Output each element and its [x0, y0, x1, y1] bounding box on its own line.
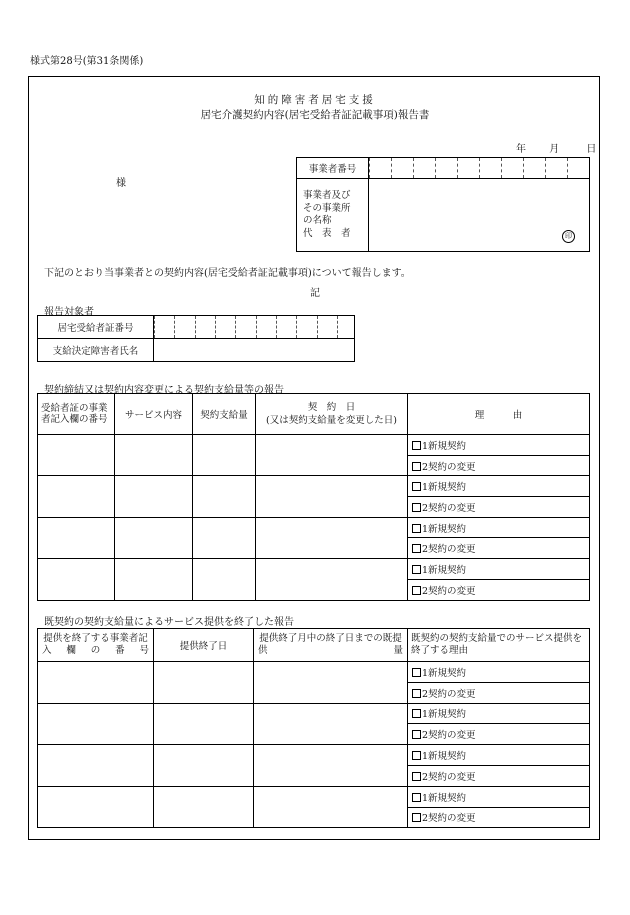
option-label: 2契約の変更	[422, 730, 476, 742]
contract-table	[37, 393, 590, 601]
checkbox[interactable]	[412, 503, 421, 512]
option-label: 1新規契約	[422, 751, 467, 763]
contract-service-cell[interactable]	[115, 476, 193, 517]
contract-amount-cell[interactable]	[193, 435, 256, 476]
reason-new-option[interactable]	[408, 435, 590, 456]
ended-provided-cell[interactable]	[254, 786, 408, 828]
title-line2: 居宅介護契約内容(居宅受給者証記載事項)報告書	[200, 109, 430, 121]
day-label: 日	[586, 144, 597, 155]
digit-cell[interactable]	[457, 158, 479, 178]
option-label: 2契約の変更	[422, 461, 476, 473]
checkbox[interactable]	[412, 441, 421, 450]
digit-cell[interactable]	[256, 316, 276, 338]
checkbox[interactable]	[412, 524, 421, 533]
reason-new-option[interactable]	[408, 559, 590, 580]
ended-provided-cell[interactable]	[254, 662, 408, 704]
digit-cell[interactable]	[479, 158, 501, 178]
reason-new-option[interactable]	[408, 786, 590, 807]
digit-cell[interactable]	[296, 316, 316, 338]
option-label: 2契約の変更	[422, 544, 476, 556]
ended-end-date-cell[interactable]	[154, 662, 254, 704]
contract-service-cell[interactable]	[115, 559, 193, 600]
provider-name-label-line: の名称	[303, 215, 332, 226]
recipient-name-label: 支給決定障害者氏名	[38, 339, 154, 362]
checkbox[interactable]	[412, 813, 421, 822]
ended-section-title: 既契約の契約支給量によるサービス提供を終了した報告	[44, 617, 294, 628]
option-label: 1新規契約	[422, 564, 467, 576]
contract-amount-cell[interactable]	[193, 476, 256, 517]
year-label: 年	[516, 144, 526, 155]
contract-amount-cell[interactable]	[193, 517, 256, 558]
checkbox[interactable]	[412, 689, 421, 698]
contract-date-cell[interactable]	[256, 476, 408, 517]
reason-new-option[interactable]	[408, 662, 590, 683]
contract-date-cell[interactable]	[256, 517, 408, 558]
ended-provided-cell[interactable]	[254, 703, 408, 745]
option-label: 1新規契約	[422, 523, 467, 535]
ended-provided-cell[interactable]	[254, 745, 408, 787]
option-label: 2契約の変更	[422, 813, 476, 825]
ended-header-end-date: 提供終了日	[154, 629, 254, 662]
digit-cell[interactable]	[523, 158, 545, 178]
checkbox[interactable]	[412, 544, 421, 553]
addressee-suffix: 様	[116, 178, 126, 189]
option-label: 1新規契約	[422, 709, 467, 721]
recipient-name-field[interactable]	[154, 339, 355, 362]
digit-cell[interactable]	[501, 158, 523, 178]
digit-cell[interactable]	[154, 316, 174, 338]
reason-change-option[interactable]	[408, 765, 590, 786]
reason-new-option[interactable]	[408, 745, 590, 766]
reason-change-option[interactable]	[408, 724, 590, 745]
provider-name-label-line: 事業者及び	[303, 190, 351, 201]
reason-change-option[interactable]	[408, 682, 590, 703]
contract-date-cell[interactable]	[256, 435, 408, 476]
recipient-section-title: 報告対象者	[44, 307, 94, 318]
checkbox[interactable]	[412, 730, 421, 739]
contract-header-date	[256, 394, 408, 435]
digit-cell[interactable]	[174, 316, 194, 338]
checkbox[interactable]	[412, 772, 421, 781]
checkbox[interactable]	[412, 793, 421, 802]
contract-header-amount: 契約支給量	[193, 394, 256, 435]
ended-table	[37, 628, 590, 828]
provider-number-label: 事業者番号	[297, 158, 369, 179]
reason-change-option[interactable]	[408, 455, 590, 476]
provider-name-label-line: 代 表 者	[303, 227, 351, 239]
contract-amount-cell[interactable]	[193, 559, 256, 600]
reason-change-option[interactable]	[408, 579, 590, 600]
ended-header-entry-no: 提供を終了する事業者記入欄の番号	[38, 629, 154, 662]
date-row	[516, 140, 596, 155]
contract-entry-no-cell[interactable]	[38, 517, 115, 558]
reason-change-option[interactable]	[408, 497, 590, 518]
month-label: 月	[549, 144, 560, 155]
digit-cell[interactable]	[435, 158, 457, 178]
checkbox[interactable]	[412, 751, 421, 760]
digit-cell[interactable]	[413, 158, 435, 178]
provider-name-label-line: その事業所	[303, 202, 351, 214]
recipient-table	[37, 315, 355, 362]
contract-header-date-line2: (又は契約支給量を変更した日)	[266, 415, 397, 426]
ended-end-date-cell[interactable]	[154, 786, 254, 828]
ended-end-date-cell[interactable]	[154, 703, 254, 745]
digit-cell[interactable]	[391, 158, 413, 178]
checkbox[interactable]	[412, 462, 421, 471]
option-label: 1新規契約	[422, 792, 467, 804]
digit-cell[interactable]	[567, 158, 589, 178]
contract-date-cell[interactable]	[256, 559, 408, 600]
seal-mark: 印	[562, 230, 575, 243]
ended-entry-no-cell[interactable]	[38, 745, 154, 787]
digit-cell[interactable]	[317, 316, 338, 338]
ended-header-reason: 既契約の契約支給量でのサービス提供を終了する理由	[408, 629, 590, 662]
contract-entry-no-cell[interactable]	[38, 476, 115, 517]
reason-change-option[interactable]	[408, 538, 590, 559]
digit-cell[interactable]	[195, 316, 215, 338]
reason-new-option[interactable]	[408, 703, 590, 724]
provider-name-field[interactable]	[369, 179, 590, 252]
option-label: 2契約の変更	[422, 771, 476, 783]
ended-entry-no-cell[interactable]	[38, 786, 154, 828]
reason-change-option[interactable]	[408, 807, 590, 828]
digit-cell[interactable]	[235, 316, 255, 338]
checkbox[interactable]	[412, 668, 421, 677]
contract-header-service: サービス内容	[115, 394, 193, 435]
option-label: 2契約の変更	[422, 502, 476, 514]
contract-service-cell[interactable]	[115, 517, 193, 558]
ended-header-provided: 提供終了月中の終了日までの既提供量	[254, 629, 408, 662]
ended-end-date-cell[interactable]	[154, 745, 254, 787]
statement-text: 下記のとおり当事業者との契約内容(居宅受給者証記載事項)について報告します。	[44, 268, 411, 279]
provider-table	[296, 157, 590, 252]
contract-entry-no-cell[interactable]	[38, 559, 115, 600]
cert-number-field[interactable]	[154, 316, 355, 339]
digit-cell[interactable]	[545, 158, 567, 178]
digit-cell[interactable]	[215, 316, 235, 338]
option-label: 1新規契約	[422, 667, 467, 679]
option-label: 1新規契約	[422, 482, 467, 494]
reason-new-option[interactable]	[408, 517, 590, 538]
contract-header-entry-no: 受給者証の事業者記入欄の番号	[38, 394, 115, 435]
contract-section-title: 契約締結又は契約内容変更による契約支給量等の報告	[44, 385, 284, 396]
checkbox[interactable]	[412, 482, 421, 491]
contract-entry-no-cell[interactable]	[38, 435, 115, 476]
checkbox[interactable]	[412, 709, 421, 718]
ended-entry-no-cell[interactable]	[38, 662, 154, 704]
provider-name-label	[297, 179, 369, 252]
checkbox[interactable]	[412, 586, 421, 595]
provider-number-field[interactable]	[369, 158, 590, 179]
contract-service-cell[interactable]	[115, 435, 193, 476]
cert-number-label: 居宅受給者証番号	[38, 316, 154, 339]
option-label: 1新規契約	[422, 440, 467, 452]
reason-new-option[interactable]	[408, 476, 590, 497]
checkbox[interactable]	[412, 565, 421, 574]
option-label: 2契約の変更	[422, 585, 476, 597]
title-line1: 知的障害者居宅支援	[254, 94, 376, 106]
digit-cell[interactable]	[276, 316, 296, 338]
option-label: 2契約の変更	[422, 688, 476, 700]
ended-entry-no-cell[interactable]	[38, 703, 154, 745]
ki-label: 記	[310, 288, 320, 299]
digit-cell[interactable]	[369, 158, 391, 178]
form-number: 様式第28号(第31条関係)	[30, 56, 144, 67]
contract-header-date-line1: 契 約 日	[307, 402, 356, 413]
contract-header-reason: 理 由	[408, 394, 590, 435]
